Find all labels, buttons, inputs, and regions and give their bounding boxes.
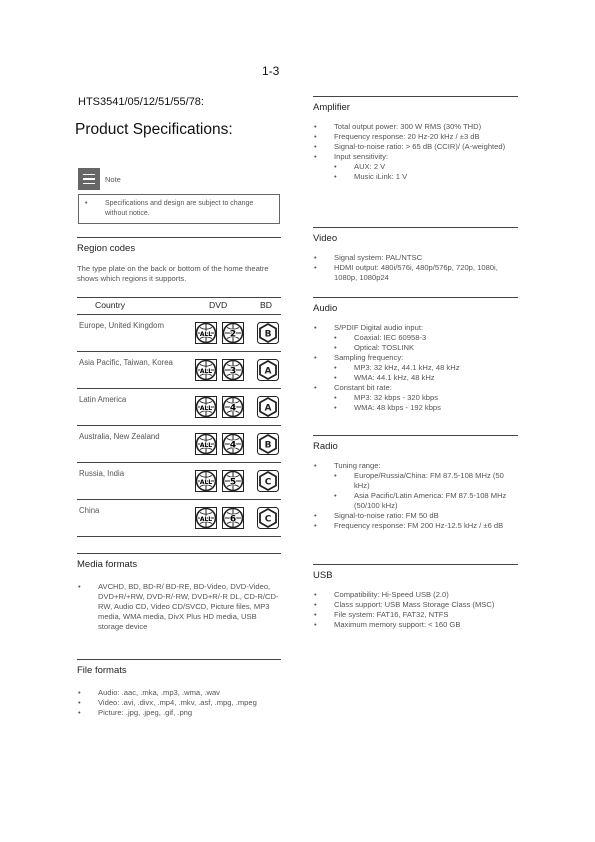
bd-region-icon: [257, 396, 279, 418]
col-country: Country: [95, 300, 126, 310]
dvd-region-icon: [222, 322, 244, 344]
list-item: • Compatibility: Hi-Speed USB (2.0): [314, 590, 449, 599]
list-item: • Signal-to-noise ratio: > 65 dB (CCIR)/ (A-weighted): [314, 142, 506, 151]
audio-section: [313, 297, 518, 413]
list-item: • Signal system: PAL/NTSC: [314, 253, 423, 262]
list-item: • Frequency response: 20 Hz-20 kHz / ±3 dB: [314, 132, 480, 141]
list-item: • Tuning range:: [314, 461, 381, 470]
bd-region-icon: [257, 322, 279, 344]
country-cell: Asia Pacific, Taiwan, Korea: [79, 358, 173, 367]
dvd-region-icon: [195, 470, 217, 492]
col-bd: BD: [260, 300, 272, 310]
sub-list-item: • Asia Pacific/Latin America: FM 87.5-108 MHz (50/100 kHz): [334, 491, 507, 510]
file-formats-section: [77, 659, 281, 718]
radio-section: [313, 435, 518, 531]
bd-region-icon: [257, 470, 279, 492]
dvd-region-icon: [195, 396, 217, 418]
sub-list-item: • WMA: 48 kbps - 192 kbps: [334, 403, 441, 412]
page-number: 1-3: [262, 64, 280, 78]
dvd-region-label: 3: [229, 366, 237, 377]
table-row: [77, 463, 281, 500]
note-label: Note: [105, 174, 121, 184]
amplifier-section: [313, 96, 518, 182]
usb-heading: USB: [313, 564, 518, 581]
file-formats-heading: File formats: [77, 659, 281, 676]
dvd-region-icon: [195, 359, 217, 381]
list-item: • Maximum memory support: < 160 GB: [314, 620, 461, 629]
country-cell: Europe, United Kingdom: [79, 321, 164, 330]
note-text: Specifications and design are subject to change without notice.: [105, 200, 254, 217]
dvd-region-label: 5: [229, 477, 237, 488]
video-section: [313, 227, 518, 283]
country-cell: China: [79, 506, 100, 515]
col-dvd: DVD: [209, 300, 228, 310]
amplifier-heading: Amplifier: [313, 96, 518, 113]
dvd-region-label: 6: [229, 514, 237, 525]
bd-region-label: C: [264, 514, 272, 525]
bd-region-label: A: [264, 403, 272, 414]
list-item: • Signal-to-noise ratio: FM 50 dB: [314, 511, 439, 520]
region-table: [77, 297, 281, 537]
model-number: HTS3541/05/12/51/55/78:: [78, 96, 204, 108]
dvd-region-icon: [222, 433, 244, 455]
note-icon: [78, 168, 100, 190]
dvd-region-label: 2: [229, 329, 237, 340]
audio-heading: Audio: [313, 297, 518, 314]
bd-region-icon: [257, 433, 279, 455]
region-codes-heading: Region codes: [77, 237, 281, 254]
list-item: • File system: FAT16, FAT32, NTFS: [314, 610, 449, 619]
dvd-region-label: ALL: [199, 331, 213, 338]
table-row: [77, 315, 281, 352]
dvd-region-label: ALL: [199, 405, 213, 412]
video-heading: Video: [313, 227, 518, 244]
sub-list-item: • MP3: 32 kbps - 320 kbps: [334, 393, 438, 402]
region-codes-section: [77, 237, 281, 284]
table-row: [77, 500, 281, 537]
list-item: • Audio: .aac, .mka, .mp3, .wma, .wav: [78, 688, 220, 697]
bd-region-label: B: [264, 329, 272, 340]
dvd-region-label: ALL: [199, 442, 213, 449]
region-table-header: [77, 297, 281, 315]
dvd-region-icon: [195, 507, 217, 529]
sub-list-item: • MP3: 32 kHz, 44.1 kHz, 48 kHz: [334, 363, 460, 372]
region-codes-intro: The type plate on the back or bottom of the home theatre shows which regions it supports.: [77, 264, 269, 283]
bd-region-label: C: [264, 477, 272, 488]
note-box: [78, 168, 280, 224]
sub-list-item: • Optical: TOSLINK: [334, 343, 415, 352]
sub-list-item: • Music iLink: 1 V: [334, 172, 408, 181]
bd-region-label: B: [264, 440, 272, 451]
dvd-region-icon: [222, 359, 244, 381]
sub-list-item: • Europe/Russia/China: FM 87.5-108 MHz (50 kHz): [334, 471, 504, 490]
list-item: • Sampling frequency:: [314, 353, 404, 362]
list-item: • S/PDIF Digital audio input:: [314, 323, 424, 332]
bd-region-icon: [257, 359, 279, 381]
country-cell: Russia, India: [79, 469, 125, 478]
media-formats-section: [77, 553, 281, 632]
bd-region-label: A: [264, 366, 272, 377]
sub-list-item: • WMA: 44.1 kHz, 48 kHz: [334, 373, 435, 382]
dvd-region-icon: [195, 322, 217, 344]
dvd-region-icon: [195, 433, 217, 455]
sub-list-item: • AUX: 2 V: [334, 162, 386, 171]
country-cell: Latin America: [79, 395, 127, 404]
note-body: • Specifications and design are subject to change without notice.: [78, 194, 280, 224]
list-item: • Class support: USB Mass Storage Class (MSC): [314, 600, 495, 609]
list-item: • Picture: .jpg, .jpeg, .gif, .png: [78, 708, 193, 717]
list-item: • Input sensitivity:: [314, 152, 389, 161]
dvd-region-icon: [222, 396, 244, 418]
dvd-region-icon: [222, 507, 244, 529]
dvd-region-label: ALL: [199, 516, 213, 523]
note-header: [78, 168, 280, 190]
list-item: • Constant bit rate:: [314, 383, 392, 392]
dvd-region-label: 4: [229, 440, 237, 451]
dvd-region-label: ALL: [199, 368, 213, 375]
dvd-region-label: ALL: [199, 479, 213, 486]
radio-heading: Radio: [313, 435, 518, 452]
list-item: • HDMI output: 480i/576i, 480p/576p, 720p, 1080i, 1080p, 1080p24: [314, 263, 498, 282]
list-item: • AVCHD, BD, BD-R/ BD-RE, BD-Video, DVD-Video, DVD+R/+RW, DVD-R/-RW, DVD+R/-R DL, CD-R/CD-RW, Audio CD, Video CD/SVCD, Picture files, MP3 media, WMA media, DivX Plus HD media, USB storage device: [78, 582, 279, 631]
table-row: [77, 352, 281, 389]
page-title: Product Specifications:: [75, 121, 233, 138]
table-row: [77, 389, 281, 426]
table-row: [77, 426, 281, 463]
usb-section: [313, 564, 518, 630]
dvd-region-icon: [222, 470, 244, 492]
list-item: • Video: .avi, .divx, .mp4, .mkv, .asf, .mpg, .mpeg: [78, 698, 257, 707]
bd-region-icon: [257, 507, 279, 529]
sub-list-item: • Coaxial: IEC 60958-3: [334, 333, 427, 342]
media-formats-heading: Media formats: [77, 553, 281, 570]
list-item: • Frequency response: FM 200 Hz-12.5 kHz / ±6 dB: [314, 521, 504, 530]
country-cell: Australia, New Zealand: [79, 432, 160, 441]
dvd-region-label: 4: [229, 403, 237, 414]
list-item: • Total output power: 300 W RMS (30% THD): [314, 122, 482, 131]
